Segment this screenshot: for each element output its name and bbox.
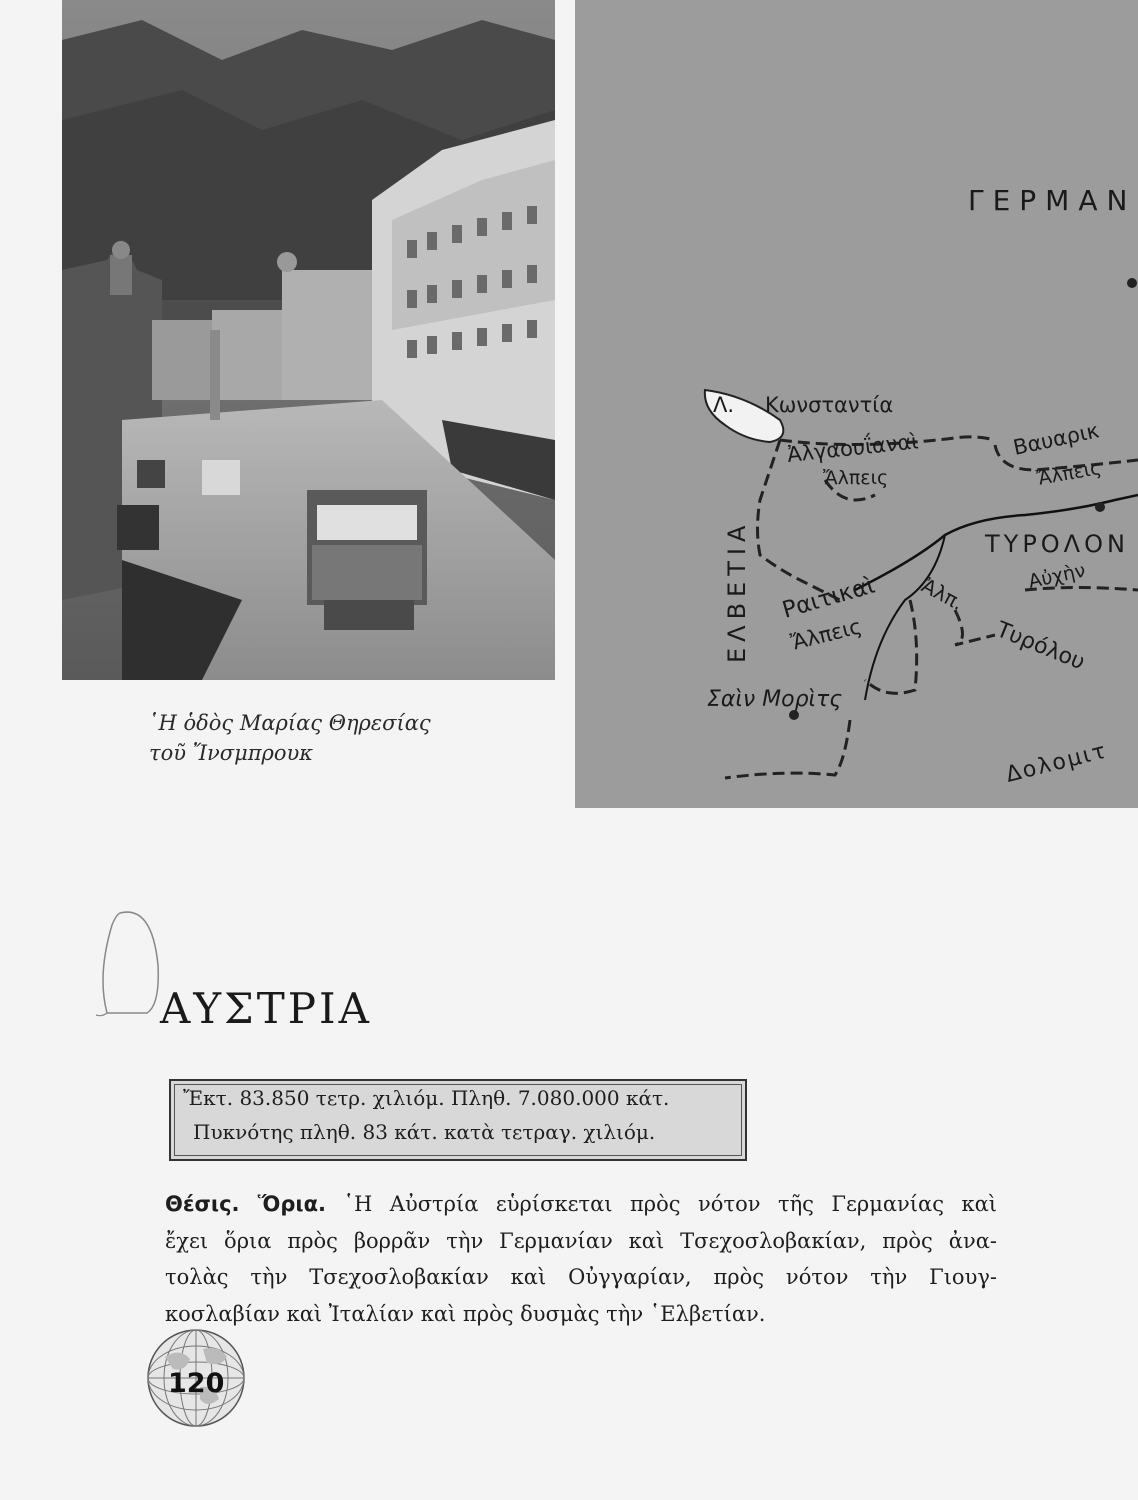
photo-caption — [148, 708, 478, 768]
map-label-alpeis1: Ἄλπεις — [823, 467, 889, 489]
body-text — [165, 1186, 997, 1332]
map-label-alp-tyrolou-b: Τυρόλου — [992, 617, 1089, 676]
map-label-lake: Λ. — [713, 393, 735, 417]
page-title: ΑΥΣΤΡΙΑ — [160, 984, 372, 1033]
body-line: κοσλαβίαν καὶ Ἰταλίαν καὶ πρὸς δυσμὰς τὴν ῾Ελβετίαν. — [165, 1301, 766, 1326]
map-label-algaui: Ἀλγαουΐαναὶ — [786, 429, 920, 467]
body-line: τολὰς τὴν Τσεχοσλοβακίαν καὶ Οὐγγαρίαν, πρὸς νότον τὴν Γιουγ- — [165, 1265, 997, 1289]
body-line: ἔχει ὅρια πρὸς βορρᾶν τὴν Γερμανίαν καὶ Τσεχοσλοβακίαν, πρὸς ἀνα- — [165, 1228, 997, 1253]
street-photo — [62, 0, 555, 680]
map-label-auchin: Αὐχὴν — [1026, 559, 1088, 593]
map-label-germany: ΓΕΡΜΑΝ — [968, 184, 1137, 217]
body-line-text: ῾Η Αὐστρία εὑρίσκεται πρὸς νότον τῆς Γερμανίας καὶ — [343, 1192, 997, 1216]
austria-map — [575, 0, 1138, 808]
body-line — [165, 1186, 997, 1223]
map-label-sain-morits: Σαὶν Μορὶτς — [707, 687, 843, 712]
page-number: 120 — [168, 1368, 225, 1399]
map-label-alpeis3: Ἄλπεις — [788, 614, 865, 655]
map-label-tyrol: ΤΥΡΟΛΟΝ — [985, 530, 1129, 558]
map-label-alp-tyrolou-a: Ἀλπ. — [917, 573, 968, 616]
stats-line-density: Πυκνότης πληθ. 83 κάτ. κατὰ τετραγ. χιλιόμ. — [193, 1120, 656, 1144]
caption-line: ῾Η ὁδὸς Μαρίας Θηρεσίας — [148, 711, 431, 735]
map-label-bavar: Βαυαρικ — [1011, 418, 1102, 460]
map-label-raitikai: Ραιτικαὶ — [779, 572, 878, 624]
stats-line-area-population: Ἔκτ. 83.850 τετρ. χιλιόμ. Πληθ. 7.080.000 κάτ. — [183, 1086, 670, 1110]
map-label-dolomit: Δολομιτ — [1003, 738, 1111, 788]
map-label-alpeis2: Ἄλπεις — [1035, 456, 1104, 490]
map-label-switzerland: ΕΛΒΕΤΙΑ — [723, 519, 751, 663]
stats-box — [169, 1079, 747, 1161]
map-label-konstantia: Κωνσταντία — [765, 393, 894, 417]
caption-line: τοῦ Ἴνσμπρουκ — [149, 741, 314, 765]
section-heading: Θέσις. Ὅρια. — [165, 1192, 326, 1216]
